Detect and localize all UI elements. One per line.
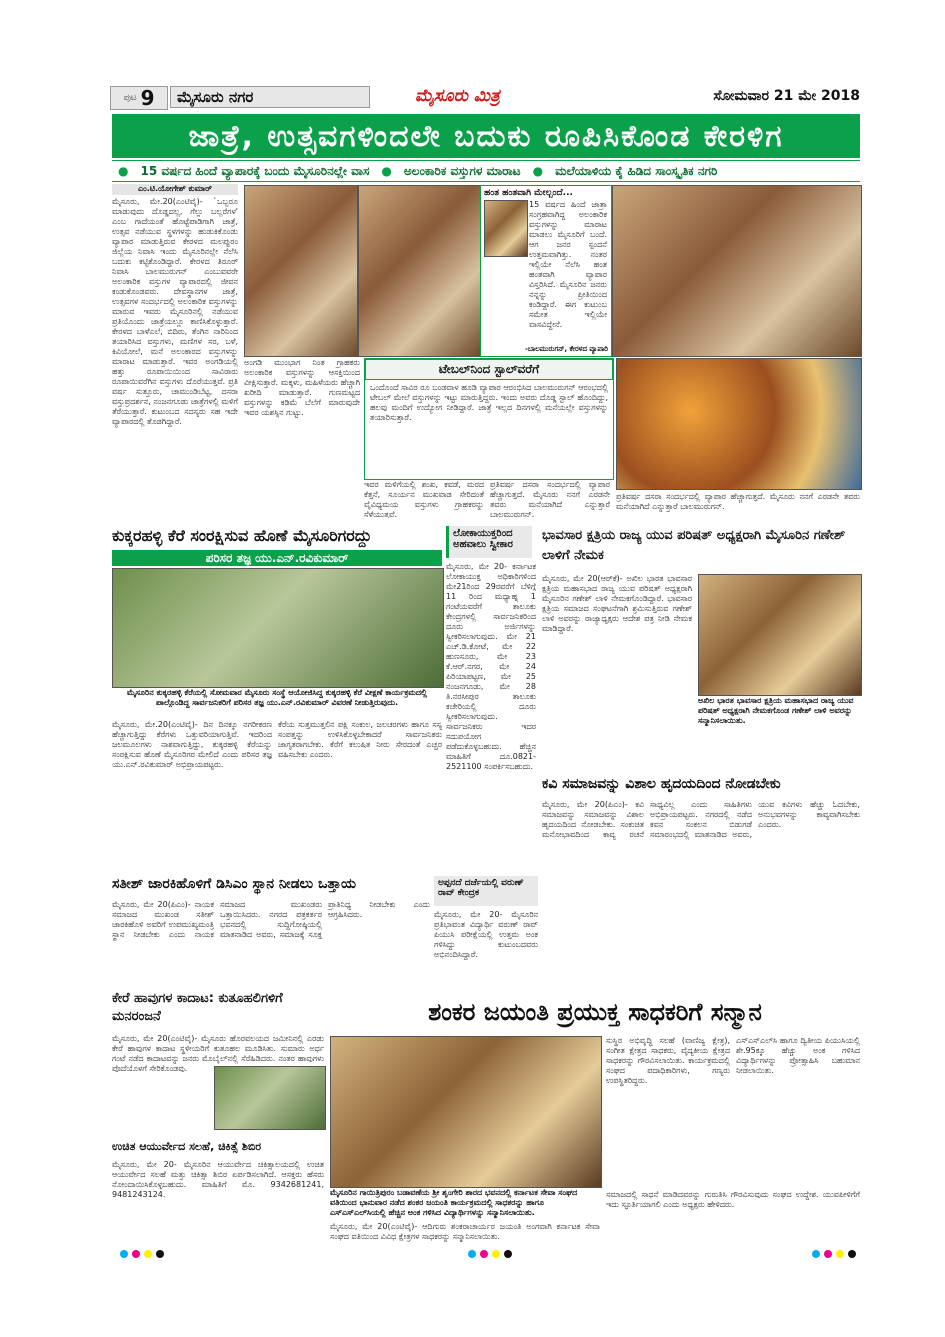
story2-body1: ಮೈಸೂರು, ಮೇ.20(ಎಂಟಿವೈ)- ದಿನ ದಿನಕ್ಕೂ ನಗರೀಕರಣ ಹೆಚ್ಚಾಗುತ್ತಿದ್ದು ಕೆರೆಗಳು ಒತ್ತುವರಿಯಾಗುತ್ತಿವೆ. ಇದರಿಂದ ಜಲಮೂಲಗಳು ನಾಶವಾಗುತ್ತಿದ್ದು, ಕುಕ್ಕರಹಳ್ಳಿ ಕೆರೆಯನ್ನು ಸಂರಕ್ಷಿಸುವ ಹೊಣೆ ಮೈಸೂರಿಗರ ಮೇಲಿದೆ ಎಂದು ಪರಿಸರ ತಜ್ಞ ಯು.ಎನ್.ರವಿಕುಮಾರ್ ಅಭಿಪ್ರಾಯಪಟ್ಟರು.	[112, 720, 272, 769]
story8-headline: ಕೇರೆ ಹಾವುಗಳ ಕಾದಾಟ: ಕುತೂಹಲಿಗಳಿಗೆ ಮನರಂಜನೆ	[112, 991, 283, 1024]
story4-caption: ಅಖಿಲ ಭಾರತ ಭಾವಸಾರ ಕ್ಷತ್ರಿಯ ಮಹಾಸಭಾದ ರಾಜ್ಯ ಯುವ ಪರಿಷತ್ ಅಧ್ಯಕ್ಷರಾಗಿ ನೇಮಕಗೊಂಡ ಗಣೇಶ್ ಲಾಳಿ ಅವರನ್ನು ಸನ್ಮಾನಿಸಲಾಯಿತು.	[698, 696, 854, 725]
yellow-dot	[492, 1250, 500, 1258]
bullet-icon: ●	[381, 164, 392, 178]
lead-body-col1	[112, 197, 238, 517]
magenta-dot	[480, 1250, 488, 1258]
cyan-dot	[120, 1250, 128, 1258]
story6-headline: ಸತೀಶ್ ಜಾರಕಿಹೊಳಿಗೆ ಡಿಸಿಎಂ ಸ್ಥಾನ ನೀಡಲು ಒತ್ತಾಯ	[112, 876, 356, 892]
lead-intro: ಮೈಸೂರು, ಮೇ.20(ಎಂಟಿವೈ)- `ಒಬ್ಬರೂ ಮಾಡುವುದು ದೊಡ್ಡದಲ್ಲ, ಗೆಲ್ಲು ಬಲ್ಲರೆಗಳ' ಎಂಬ ಗಾದೆಯಂತೆ ಹೊಟ್ಟೆಪಾಡಿಗಾಗಿ ಜಾತ್ರೆ, ಉತ್ಸವ ನಡೆಯುವ ಸ್ಥಳಗಳನ್ನು ಹುಡುಕಿಕೊಂಡು ವ್ಯಾಪಾರ ಮಾಡುತ್ತಿರುವ ಕೇರಳದ ಮಲಪ್ಪುರಂ ಜಿಲ್ಲೆಯ ನಿವಾಸಿ ಇಂದು ಮೈಸೂರಿನಲ್ಲೇ ನೆಲೆಸಿ ಬದುಕು ಕಟ್ಟಿಕೊಂಡಿದ್ದಾರೆ.	[112, 197, 238, 266]
lead-body-col5: ಪ್ರತಿವರ್ಷ ದಸರಾ ಸಂದರ್ಭದಲ್ಲಿ ವ್ಯಾಪಾರ ಹೆಚ್ಚಾಗುತ್ತದೆ. ಮೈಸೂರು ನನಗೆ ಎರಡನೇ ತವರು ಮನೆಯಾಗಿದೆ ಎನ್ನುತ್ತಾರೆ ಬಾಲಮುರುಗನ್.	[616, 492, 860, 511]
balamurugan-portrait	[484, 200, 528, 257]
story9-body: ಮೈಸೂರು, ಮೇ 20- ಮೈಸೂರಿನ ಆಯುರ್ವೇದ ಚಿಕಿತ್ಸಾಲಯದಲ್ಲಿ ಉಚಿತ ಆಯುರ್ವೇದ ಸಲಹೆ ಮತ್ತು ಚಿಕಿತ್ಸಾ ಶಿಬಿರ ಏರ್ಪಡಿಸಲಾಗಿದೆ. ಆಸಕ್ತರು ಹೆಸರು ನೋಂದಾಯಿಸಿಕೊಳ್ಳಬಹುದು. ಮಾಹಿತಿಗೆ ಮೊ. 9342681241, 9481243124.	[112, 1160, 324, 1199]
registration-dots-center	[468, 1250, 512, 1258]
story4-photo-felicitation	[698, 574, 862, 696]
issue-date: ಸೋಮವಾರ 21 ಮೇ 2018	[713, 88, 860, 104]
story2-caption: ಮೈಸೂರಿನ ಕುಕ್ಕರಹಳ್ಳಿ ಕೆರೆಯಲ್ಲಿ ಸೋಮವಾರ ಮೈಸೂರು ಸಂಸ್ಥೆ ಆಯೋಜಿಸಿದ್ದ ಕುಕ್ಕರಹಳ್ಳಿ ಕೆರೆ ವೀಕ್ಷಣೆ ಕಾರ್ಯಕ್ರಮದಲ್ಲಿ ಪಾಲ್ಗೊಂಡಿದ್ದ ಸಾರ್ವಜನಿಕರಿಗೆ ಪರಿಸರ ತಜ್ಞ ಯು.ಎನ್.ರವಿಕುಮಾರ್ ವಿವರಣೆ ನೀಡುತ್ತಿರುವುದು.	[126, 688, 428, 707]
registration-dots-left	[120, 1250, 164, 1258]
lead-inset-sign: -ಬಾಲಮುರುಗನ್, ಕೇರಳದ ವ್ಯಾಪಾರಿ	[524, 345, 608, 353]
page-header	[110, 86, 860, 110]
lead-inset-body: 15 ವರ್ಷದ ಹಿಂದೆ ಜಾತ್ರಾ ಸಂಗ್ರಹವಾಗಿದ್ದ ಅಲಂಕಾರಿಕ ವಸ್ತುಗಳನ್ನು ಮಾರಾಟ ಮಾಡಲು ಮೈಸೂರಿಗೆ ಬಂದೆ. ಆಗ ಜನರ ಸ್ಪಂದನೆ ಉತ್ತಮವಾಗಿತ್ತು. ನಂತರ ಇಲ್ಲಿಯೇ ನೆಲೆಸಿ ಹಂತ ಹಂತವಾಗಿ ವ್ಯಾಪಾರ ವಿಸ್ತರಿಸಿದೆ. ಮೈಸೂರಿನ ಜನರು ನನ್ನನ್ನು ಪ್ರೀತಿಯಿಂದ ಕಂಡಿದ್ದಾರೆ. ಈಗ ಕುಟುಂಬ ಸಮೇತ ಇಲ್ಲಿಯೇ ವಾಸವಿದ್ದೇನೆ.	[529, 200, 607, 329]
story2-body2: ಕೆರೆಯ ಸುತ್ತಮುತ್ತಲಿನ ಪಕ್ಷಿ ಸಂಕುಲ, ಜಲಚರಗಳು ಹಾಗೂ ಸಸ್ಯ ಸಂಪತ್ತನ್ನು ಉಳಿಸಿಕೊಳ್ಳಬೇಕಾದರೆ ಸಾರ್ವಜನಿಕರು ಜಾಗೃತರಾಗಬೇಕು. ಕೆರೆಗೆ ಕಲುಷಿತ ನೀರು ಸೇರದಂತೆ ಎಚ್ಚರ ವಹಿಸಬೇಕು ಎಂದರು.	[278, 720, 442, 759]
yellow-dot	[144, 1250, 152, 1258]
lead-headline: ಜಾತ್ರೆ, ಉತ್ಸವಗಳಿಂದಲೇ ಬದುಕು ರೂಪಿಸಿಕೊಂಡ ಕೇರಳಿಗ	[112, 114, 860, 158]
story7-headline: ಅಪ್ಪನದೆ ದರ್ಜೆಯಲ್ಲಿ ವರುಣ್ ರಾವ್ ಕೇಂದ್ರಕ	[434, 876, 538, 906]
page-number-box	[110, 86, 168, 110]
yellow-dot	[836, 1250, 844, 1258]
story10-body1: ಮೈಸೂರು, ಮೇ 20(ಎಂಟಿವೈ)- ಆದಿಗುರು ಶಂಕರಾಚಾರ್ಯರ ಜಯಂತಿ ಅಂಗವಾಗಿ ಕರ್ನಾಟಕ ಸೇವಾ ಸಂಘದ ವತಿಯಿಂದ ವಿವಿಧ ಕ್ಷೇತ್ರಗಳ ಸಾಧಕರನ್ನು ಸನ್ಮಾನಿಸಲಾಯಿತು.	[330, 1222, 600, 1241]
story10-headline: ಶಂಕರ ಜಯಂತಿ ಪ್ರಯುಕ್ತ ಸಾಧಕರಿಗೆ ಸನ್ಮಾನ	[428, 998, 762, 1026]
lead-inset-head: ಹಂತ ಹಂತವಾಗಿ ಮೇಲ್ಬಂದೆ...	[484, 188, 573, 198]
black-dot	[848, 1250, 856, 1258]
table-box-head: ಟೇಬಲ್‌ನಿಂದ ಸ್ಟಾಲ್‌ವರೆಗೆ	[365, 359, 613, 380]
lead-byline: ಎಂ.ಟಿ.ಯೋಗೇಶ್ ಕುಮಾರ್	[112, 184, 238, 195]
cyan-dot	[812, 1250, 820, 1258]
story4-headline: ಭಾವಸಾರ ಕ್ಷತ್ರಿಯ ರಾಜ್ಯ ಯುವ ಪರಿಷತ್ ಅಧ್ಯಕ್ಷರಾಗಿ ಮೈಸೂರಿನ ಗಣೇಶ್ ಲಾಳಿಗೆ ನೇಮಕ	[542, 528, 846, 563]
lead-body-col3: ಇವರ ಮಳಿಗೆಯಲ್ಲಿ ಶಂಖ, ಕವಡೆ, ಮರದ ಕೆತ್ತನೆ, ಸೂರ್ಯನ ಮುಖವಾಡ ಸೇರಿದಂತೆ ವೈವಿಧ್ಯಮಯ ವಸ್ತುಗಳು ಗ್ರಾಹಕರನ್ನು ಸೆಳೆಯುತ್ತವೆ.	[364, 480, 484, 518]
story4-body: ಮೈಸೂರು, ಮೇ 20(ಆರ್‌ಕೆ)- ಅಖಿಲ ಭಾರತ ಭಾವಸಾರ ಕ್ಷತ್ರಿಯ ಮಹಾಸಭಾದ ರಾಜ್ಯ ಯುವ ಪರಿಷತ್ ಅಧ್ಯಕ್ಷರಾಗಿ ಮೈಸೂರಿನ ಗಣೇಶ್ ಲಾಳಿ ನೇಮಕಗೊಂಡಿದ್ದಾರೆ. ಭಾವಸಾರ ಕ್ಷತ್ರಿಯ ಸಮಾಜದ ಸಂಘಟನೆಗಾಗಿ ಶ್ರಮಿಸುತ್ತಿರುವ ಗಣೇಶ್ ಲಾಳಿ ಅವರನ್ನು ರಾಜ್ಯಾಧ್ಯಕ್ಷರು ಆದೇಶ ಪತ್ರ ನೀಡಿ ನೇಮಕ ಮಾಡಿದ್ದಾರೆ.	[542, 574, 692, 633]
story7-body: ಮೈಸೂರು, ಮೇ 20- ಮೈಸೂರಿನ ಪ್ರತಿಭಾವಂತ ವಿದ್ಯಾರ್ಥಿ ವರುಣ್ ರಾವ್ ಪಿಯುಸಿ ಪರೀಕ್ಷೆಯಲ್ಲಿ ಉತ್ತಮ ಅಂಕ ಗಳಿಸಿದ್ದು ಕುಟುಂಬದವರು ಅಭಿನಂದಿಸಿದ್ದಾರೆ.	[434, 910, 538, 959]
page-label: ಪುಟ	[123, 93, 137, 103]
lead-photo-stall	[358, 185, 482, 357]
story5-headline: ಕವಿ ಸಮಾಜವನ್ನು ವಿಶಾಲ ಹೃದಯದಿಂದ ನೋಡಬೇಕು	[542, 776, 781, 792]
bullet-icon: ●	[118, 164, 129, 178]
lead-subhead-2: ಅಲಂಕಾರಿಕ ವಸ್ತುಗಳ ಮಾರಾಟ	[403, 163, 521, 178]
story2-label: ಪರಿಸರ ತಜ್ಞ ಯು.ಎನ್.ರವಿಕುಮಾರ್	[112, 550, 442, 566]
masthead-logo: ಮೈಸೂರು ಮಿತ್ರ	[415, 86, 500, 106]
story10-body2: ಸುಸ್ಥಿರ ಅಭಿವೃದ್ಧಿ ಸಲಹೆ (ವಾಣಿಜ್ಯ ಕ್ಷೇತ್ರ), ಸಂಗೀತ ಕ್ಷೇತ್ರದ ಸಾಧಕರು, ವೈದ್ಯಕೀಯ ಕ್ಷೇತ್ರದ ಸಾಧಕರನ್ನು ಗೌರವಿಸಲಾಯಿತು. ಕಾರ್ಯಕ್ರಮದಲ್ಲಿ ಸಂಘದ ಪದಾಧಿಕಾರಿಗಳು, ಗಣ್ಯರು ಉಪಸ್ಥಿತರಿದ್ದರು.	[606, 1036, 730, 1085]
story3-body: ಮೈಸೂರು, ಮೇ 20- ಕರ್ನಾಟಕ ಲೋಕಾಯುಕ್ತ ಅಧಿಕಾರಿಗಳಿಂದ ಮೇ21ರಿಂದ 29ರವರೆಗೆ ಬೆಳಿಗ್ಗೆ 11 ರಿಂದ ಮಧ್ಯಾಹ್ನ 1 ಗಂಟೆಯವರೆಗೆ ತಾಲೂಕು ಕೇಂದ್ರಗಳಲ್ಲಿ ಸಾರ್ವಜನಿಕರಿಂದ ದೂರು ಅರ್ಜಿಗಳನ್ನು ಸ್ವೀಕರಿಸಲಾಗುವುದು. ಮೇ 21 ಎಚ್.ಡಿ.ಕೋಟೆ, ಮೇ 22 ಹುಣಸೂರು, ಮೇ 23 ಕೆ.ಆರ್.ನಗರ, ಮೇ 24 ಪಿರಿಯಾಪಟ್ಟಣ, ಮೇ 25 ನಂಜನಗೂಡು, ಮೇ 28 ತಿ.ನರಸೀಪುರ ತಾಲೂಕು ಕಚೇರಿಯಲ್ಲಿ ದೂರು ಸ್ವೀಕರಿಸಲಾಗುವುದು. ಸಾರ್ವಜನಿಕರು ಇದರ ಸದುಪಯೋಗ ಪಡೆದುಕೊಳ್ಳಬಹುದು. ಹೆಚ್ಚಿನ ಮಾಹಿತಿಗೆ ದೂ.0821-2521100 ಸಂಪರ್ಕಿಸಬಹುದು.	[446, 562, 536, 771]
page-number: 9	[140, 86, 155, 110]
section-name: ಮೈಸೂರು ನಗರ	[170, 86, 370, 108]
story8-photo-snakes	[214, 1066, 326, 1130]
story2-headline: ಕುಕ್ಕರಹಳ್ಳಿ ಕೆರೆ ಸಂರಕ್ಷಿಸುವ ಹೊಣೆ ಮೈಸೂರಿಗರದ್ದು	[112, 526, 372, 545]
story10-body3: ಎಸ್‌ಎಸ್‌ಎಲ್‌ಸಿ ಹಾಗೂ ದ್ವಿತೀಯ ಪಿಯುಸಿಯಲ್ಲಿ ಶೇ.95ಕ್ಕೂ ಹೆಚ್ಚು ಅಂಕ ಗಳಿಸಿದ ವಿದ್ಯಾರ್ಥಿಗಳನ್ನು ಪ್ರೋತ್ಸಾಹಿಸಿ ಬಹುಮಾನ ನೀಡಲಾಯಿತು.	[736, 1036, 860, 1075]
story10-photo-felicitation	[330, 1036, 602, 1188]
black-dot	[156, 1250, 164, 1258]
bullet-icon: ●	[532, 164, 544, 178]
table-box	[364, 358, 614, 480]
story3-headline: ಲೋಕಾಯುಕ್ತರಿಂದ ಅಹವಾಲು ಸ್ವೀಕಾರ	[446, 526, 532, 558]
table-box-body: ಒಂದೊಂದೆ ಸಾವಿರ ರೂ ಬಂಡವಾಳ ಹೂಡಿ ವ್ಯಾಪಾರ ಆರಂಭಿಸಿದ ಬಾಲಮುರುಗನ್ ಆರಂಭದಲ್ಲಿ ಟೇಬಲ್ ಮೇಲೆ ವಸ್ತುಗಳನ್ನು ಇಟ್ಟು ಮಾರುತ್ತಿದ್ದರು. ಇಂದು ಅವರು ದೊಡ್ಡ ಸ್ಟಾಲ್ ಹೊಂದಿದ್ದು, ಹಲವು ಮಂದಿಗೆ ಉದ್ಯೋಗ ನೀಡಿದ್ದಾರೆ. ಜಾತ್ರೆ ಇಲ್ಲದ ದಿನಗಳಲ್ಲಿ ಮನೆಯಲ್ಲೇ ವಸ್ತುಗಳನ್ನು ತಯಾರಿಸುತ್ತಾರೆ.	[370, 383, 608, 422]
magenta-dot	[824, 1250, 832, 1258]
lead-subheads	[112, 160, 860, 182]
story10-body4: ಸಮಾಜದಲ್ಲಿ ಸಾಧನೆ ಮಾಡಿದವರನ್ನು ಗುರುತಿಸಿ ಗೌರವಿಸುವುದು ಸಂಘದ ಉದ್ದೇಶ. ಯುವಪೀಳಿಗೆಗೆ ಇದು ಸ್ಫೂರ್ತಿಯಾಗಲಿ ಎಂದು ಅಧ್ಯಕ್ಷರು ಹೇಳಿದರು.	[606, 1190, 860, 1209]
lead-inset-box	[480, 185, 612, 357]
cyan-dot	[468, 1250, 476, 1258]
lead-photo-stall-wide	[612, 185, 862, 357]
lead-body-col2: ಅಂಗಡಿ ಮುಂಭಾಗ ನಿಂತ ಗ್ರಾಹಕರು ಅಲಂಕಾರಿಕ ವಸ್ತುಗಳನ್ನು ಆಸಕ್ತಿಯಿಂದ ವೀಕ್ಷಿಸುತ್ತಾರೆ. ಮಕ್ಕಳು, ಮಹಿಳೆಯರು ಹೆಚ್ಚಾಗಿ ಖರೀದಿ ಮಾಡುತ್ತಾರೆ. ಗುಣಮಟ್ಟದ ವಸ್ತುಗಳನ್ನು ಕಡಿಮೆ ಬೆಲೆಗೆ ಮಾರುವುದೇ ಇವರ ಯಶಸ್ಸಿನ ಗುಟ್ಟು.	[244, 358, 360, 417]
story8-body: ಮೈಸೂರು, ಮೇ 20(ಎಂಟಿವೈ)- ಮೈಸೂರು ಹೊರವಲಯದ ಜಮೀನಿನಲ್ಲಿ ಎರಡು ಕೇರೆ ಹಾವುಗಳ ಕಾದಾಟ ಸ್ಥಳೀಯರಿಗೆ ಕುತೂಹಲ ಮೂಡಿಸಿತು. ಸುಮಾರು ಅರ್ಧ ಗಂಟೆ ನಡೆದ ಕಾದಾಟವನ್ನು ಜನರು ಮೊಬೈಲ್‌ನಲ್ಲಿ ಸೆರೆಹಿಡಿದರು. ನಂತರ ಹಾವುಗಳು ಪೊದೆಯೊಳಗೆ ಸೇರಿಕೊಂಡವು.	[112, 1034, 324, 1073]
story5-body: ಮೈಸೂರು, ಮೇ 20(ಪಿಎಂ)- ಕವಿ ಸಮಾಜವನ್ನು ಸಮಾಜವನ್ನು ವಿಶಾಲ ಹೃದಯದಿಂದ ನೋಡಬೇಕು. ಸಂಕುಚಿತ ಮನೋಭಾವದಿಂದ ಕಾವ್ಯ ರಚನೆ ಸಾಧ್ಯವಿಲ್ಲ ಎಂದು ಸಾಹಿತಿಗಳು ಅಭಿಪ್ರಾಯಪಟ್ಟರು. ನಗರದಲ್ಲಿ ನಡೆದ ಕವನ ಸಂಕಲನ ಬಿಡುಗಡೆ ಸಮಾರಂಭದಲ್ಲಿ ಮಾತನಾಡಿದ ಅವರು, ಯುವ ಕವಿಗಳು ಹೆಚ್ಚು ಓದಬೇಕು, ಅನುಭವಗಳನ್ನು ಕಾವ್ಯವಾಗಿಸಬೇಕು ಎಂದರು.	[542, 800, 860, 839]
story2-photo-lake-visit	[112, 568, 444, 688]
black-dot	[504, 1250, 512, 1258]
lead-photo-handicrafts	[616, 358, 862, 490]
lead-photo-shoppers	[244, 185, 358, 357]
registration-dots-right	[812, 1250, 856, 1258]
lead-body-col4: ಪ್ರತಿವರ್ಷ ದಸರಾ ಸಂದರ್ಭದಲ್ಲಿ ವ್ಯಾಪಾರ ಹೆಚ್ಚಾಗುತ್ತದೆ. ಮೈಸೂರು ನನಗೆ ಎರಡನೇ ತವರು ಮನೆಯಾಗಿದೆ ಎನ್ನುತ್ತಾರೆ ಬಾಲಮುರುಗನ್.	[490, 480, 610, 518]
magenta-dot	[132, 1250, 140, 1258]
lead-subhead-3: ಮಲೆಯಾಳಿಯ ಕೈ ಹಿಡಿದ ಸಾಂಸ್ಕೃತಿಕ ನಗರಿ	[555, 163, 718, 178]
lead-subhead-1: 15 ವರ್ಷದ ಹಿಂದೆ ವ್ಯಾಪಾರಕ್ಕೆ ಬಂದು ಮೈಸೂರಿನಲ್ಲೇ ವಾಸ	[140, 163, 370, 178]
story10-caption: ಮೈಸೂರಿನ ಗಾಯಿತ್ರಿಪುರಂ ಬಡಾವಣೆಯ ಶ್ರೀ ಶೃಂಗೇರಿ ಶಾರದ ಭವನದಲ್ಲಿ ಕರ್ನಾಟಕ ಸೇವಾ ಸಂಘದ ವತಿಯಿಂದ ಭಾನುವಾರ ನಡೆದ ಶಂಕರ ಜಯಂತಿ ಕಾರ್ಯಕ್ರಮದಲ್ಲಿ ಸಾಧಕರನ್ನು ಹಾಗೂ ಎಸ್‌ಎಸ್‌ಎಲ್‌ಸಿಯಲ್ಲಿ ಹೆಚ್ಚಿನ ಅಂಕ ಗಳಿಸಿದ ವಿದ್ಯಾರ್ಥಿಗಳನ್ನು ಸನ್ಮಾನಿಸಲಾಯಿತು.	[330, 1188, 578, 1217]
story9-headline: ಉಚಿತ ಆಯುರ್ವೇದ ಸಲಹೆ, ಚಿಕಿತ್ಸೆ ಶಿಬಿರ	[112, 1140, 262, 1153]
story6-body: ಮೈಸೂರು, ಮೇ 20(ಪಿಎಂ)- ನಾಯಕ ಸಮಾಜದ ಮುಖಂಡ ಸತೀಶ್ ಜಾರಕಿಹೊಳಿ ಅವರಿಗೆ ಉಪಮುಖ್ಯಮಂತ್ರಿ ಸ್ಥಾನ ನೀಡಬೇಕು ಎಂದು ನಾಯಕ ಸಮಾಜದ ಮುಖಂಡರು ಒತ್ತಾಯಿಸಿದರು. ನಗರದ ಪತ್ರಕರ್ತರ ಭವನದಲ್ಲಿ ಸುದ್ದಿಗೋಷ್ಠಿಯಲ್ಲಿ ಮಾತನಾಡಿದ ಅವರು, ಸಮಾಜಕ್ಕೆ ಸೂಕ್ತ ಪ್ರಾತಿನಿಧ್ಯ ನೀಡಬೇಕು ಎಂದು ಆಗ್ರಹಿಸಿದರು.	[112, 900, 430, 939]
lead-body: ಕೇರಳದ ತಿರೂರ್ ನಿವಾಸಿ ಬಾಲಮುರುಗನ್ ಎಂಬುವವರೇ ಅಲಂಕಾರಿಕ ವಸ್ತುಗಳ ವ್ಯಾಪಾರದಲ್ಲಿ ಜೀವನ ಕಂಡುಕೊಂಡವರು. ದೇವಸ್ಥಾನಗಳ ಜಾತ್ರೆ, ಉತ್ಸವಗಳ ಸಂದರ್ಭದಲ್ಲಿ ಅಲಂಕಾರಿಕ ವಸ್ತುಗಳನ್ನು ಮಾರುವ ಇವರು ಮೈಸೂರಿನಲ್ಲಿ ನಡೆಯುವ ಪ್ರತಿಯೊಂದು ಜಾತ್ರೆಯಲ್ಲೂ ಕಾಣಿಸಿಕೊಳ್ಳುತ್ತಾರೆ. ಕೇರಳದ ಬಾಳೆಎಲೆ, ಬಿದಿರು, ತೆಂಗಿನ ನಾರಿನಿಂದ ತಯಾರಿಸಿದ ವಸ್ತುಗಳು, ಮಣಿಗಳ ಸರ, ಬಳೆ, ಕಿವಿಯೋಲೆ, ಮನೆ ಅಲಂಕಾರದ ವಸ್ತುಗಳನ್ನು ಮಾರಾಟ ಮಾಡುತ್ತಾರೆ. ಇವರ ಅಂಗಡಿಯಲ್ಲಿ ಹತ್ತು ರೂಪಾಯಿಯಿಂದ ಸಾವಿರಾರು ರೂಪಾಯಿವರೆಗಿನ ವಸ್ತುಗಳು ದೊರೆಯುತ್ತವೆ. ಪ್ರತಿ ವರ್ಷ ಸುತ್ತೂರು, ಚಾಮುಂಡಿಬೆಟ್ಟ, ದಸರಾ ವಸ್ತುಪ್ರದರ್ಶನ, ನಂಜನಗೂಡು ಜಾತ್ರೆಗಳಲ್ಲಿ ಮಳಿಗೆ ತೆರೆಯುತ್ತಾರೆ. ಕುಟುಂಬದ ಸದಸ್ಯರು ಸಹ ಇದೇ ವ್ಯಾಪಾರದಲ್ಲಿ ತೊಡಗಿದ್ದಾರೆ.	[112, 257, 238, 426]
